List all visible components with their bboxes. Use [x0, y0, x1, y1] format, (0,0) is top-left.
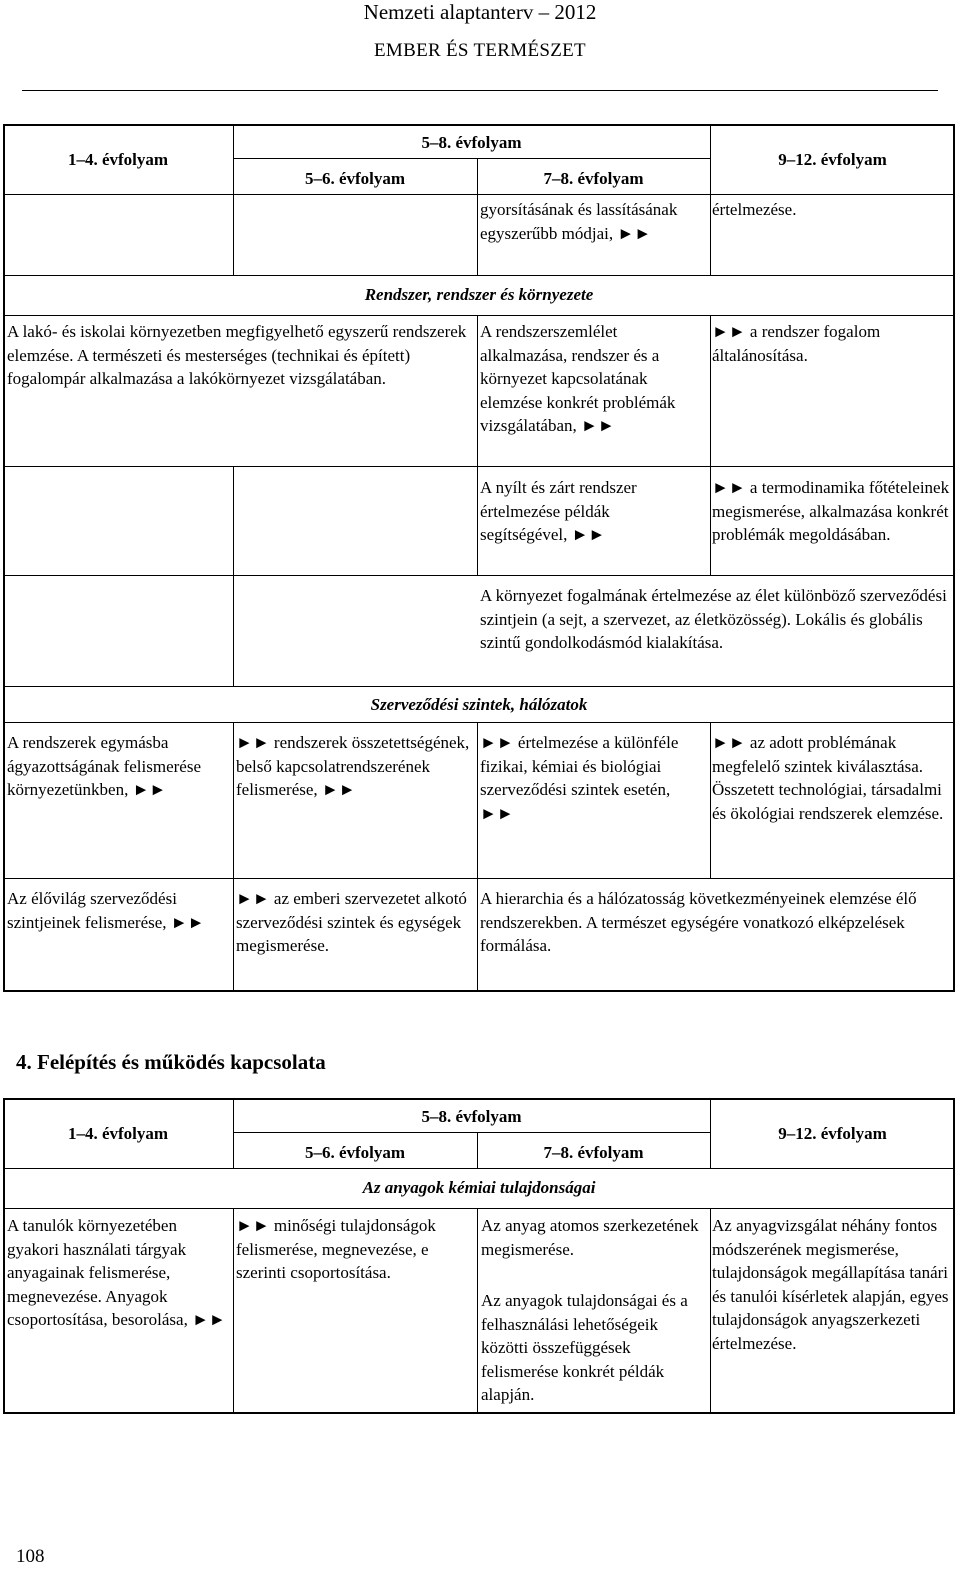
header-divider — [22, 90, 938, 91]
cell-t2-grade-7-8-a: Az anyag atomos szerkezetének megismerése. — [481, 1216, 699, 1259]
cell-r4-grade-1-4: A rendszerek egymásba ágyazottságának felismerése környezetünkben, ►► — [7, 733, 201, 799]
divider — [3, 466, 955, 467]
cell-t2-grade-1-4: A tanulók környezetében gyakori használati tárgyak anyagainak felismerése, megnevezése. Anyagok csoportosítása, besorolása, ►► — [7, 1216, 226, 1329]
divider — [710, 124, 711, 275]
cell-r4-grade-5-6: ►► rendszerek összetettségének, belső kapcsolatrendszerének felismerése, ►► — [236, 733, 470, 799]
cell-r5-grades-7-12: A hierarchia és a hálózatosság következményeinek elemzése élő rendszerekben. A természet egységére vonatkozó elképzelések formálása. — [480, 889, 917, 955]
col-header-grade-7-8: 7–8. évfolyam — [543, 169, 644, 188]
col-header-grade-5-8: 5–8. évfolyam — [421, 133, 522, 152]
section-heading-systems: Rendszer, rendszer és környezete — [364, 285, 594, 304]
divider — [477, 1132, 478, 1168]
section-heading-chemical-properties: Az anyagok kémiai tulajdonságai — [362, 1178, 596, 1197]
col-header-grade-5-8: 5–8. évfolyam — [421, 1107, 522, 1126]
cell-r1-grade-9-12: ►► a rendszer fogalom általánosítása. — [712, 322, 881, 365]
divider — [3, 1168, 955, 1169]
divider — [477, 315, 478, 575]
section-heading-levels: Szerveződési szintek, hálózatok — [370, 695, 588, 714]
divider — [477, 722, 478, 992]
cell-r2-grade-9-12: ►► a termodinamika főtételeinek megismerése, alkalmazása konkrét problémák megoldásában. — [712, 478, 950, 544]
cell-carry-9-12: értelmezése. — [712, 200, 797, 219]
col-header-grade-1-4: 1–4. évfolyam — [67, 1124, 169, 1143]
col-header-grade-9-12: 9–12. évfolyam — [778, 1124, 887, 1143]
cell-r5-grade-5-6: ►► az emberi szervezetet alkotó szerveződési szintek és egységek megismerése. — [236, 889, 467, 955]
document-subtitle: EMBER ÉS TERMÉSZET — [374, 40, 586, 61]
divider — [710, 315, 711, 575]
divider — [477, 1208, 478, 1414]
col-header-grade-5-6: 5–6. évfolyam — [304, 1143, 406, 1162]
cell-r4-grade-7-8: ►► értelmezése a különféle fizikai, kémiai és biológiai szerveződési szintek esetén, ►► — [480, 733, 679, 823]
divider — [3, 575, 955, 576]
cell-t2-grade-5-6: ►► minőségi tulajdonságok felismerése, megnevezése, e szerinti csoportosítása. — [236, 1216, 436, 1282]
divider — [3, 194, 955, 195]
divider — [3, 1208, 955, 1209]
cell-t2-grade-9-12: Az anyagvizsgálat néhány fontos módszerének megismerése, tulajdonságok megállapítása tanári és tanulói kísérletek alapján, egyes tulajdonságok anyagszerkezeti értelmezése. — [712, 1216, 949, 1353]
divider — [477, 158, 478, 275]
divider — [3, 878, 955, 879]
divider — [3, 686, 955, 687]
divider — [710, 722, 711, 878]
divider — [233, 1132, 710, 1133]
divider — [233, 1098, 234, 1168]
divider — [233, 722, 234, 992]
col-header-grade-7-8: 7–8. évfolyam — [543, 1143, 644, 1162]
col-header-grade-5-6: 5–6. évfolyam — [304, 169, 406, 188]
page-number: 108 — [16, 1546, 45, 1567]
document-title: Nemzeti alaptanterv – 2012 — [363, 0, 597, 24]
col-header-grade-1-4: 1–4. évfolyam — [67, 150, 169, 169]
divider — [233, 466, 234, 686]
cell-r3-grades-7-12: A környezet fogalmának értelmezése az élet különböző szerveződési szintjein (a sejt, a szervezet, az életközösség). Lokális és globális szintű gondolkodásmód kialakítása. — [480, 586, 947, 652]
divider — [3, 722, 955, 723]
divider — [3, 275, 955, 276]
cell-carry-7-8: gyorsításának és lassításának egyszerűbb módjai, ►► — [480, 200, 678, 243]
cell-r2-grade-7-8: A nyílt és zárt rendszer értelmezése példák segítségével, ►► — [480, 478, 637, 544]
cell-r1-grades-1-6: A lakó- és iskolai környezetben megfigyelhető egyszerű rendszerek elemzése. A természeti és mesterséges (technikai és épített) fogalompár alkalmazása a lakókörnyezet vizsgálatában. — [7, 322, 467, 388]
section-title: 4. Felépítés és működés kapcsolata — [16, 1050, 326, 1074]
cell-r1-grade-7-8: A rendszerszemlélet alkalmazása, rendszer és a környezet kapcsolatának elemzése konkrét problémák vizsgálatában, ►► — [480, 322, 676, 435]
divider — [233, 1208, 234, 1414]
divider — [710, 1208, 711, 1414]
col-header-grade-9-12: 9–12. évfolyam — [778, 150, 887, 169]
divider — [233, 158, 710, 159]
cell-r5-grade-1-4: Az élővilág szerveződési szintjeinek felismerése, ►► — [7, 889, 205, 932]
cell-t2-grade-7-8-b: Az anyagok tulajdonságai és a felhasználási lehetőségeik közötti összefüggések felismerése konkrét példák alapján. — [481, 1291, 688, 1404]
divider — [710, 1098, 711, 1168]
cell-r4-grade-9-12: ►► az adott problémának megfelelő szintek kiválasztása. Összetett technológiai, társadalmi és ökológiai rendszerek elemzése. — [712, 733, 944, 823]
curriculum-table-1 — [3, 124, 955, 992]
divider — [3, 315, 955, 316]
divider — [233, 124, 234, 275]
